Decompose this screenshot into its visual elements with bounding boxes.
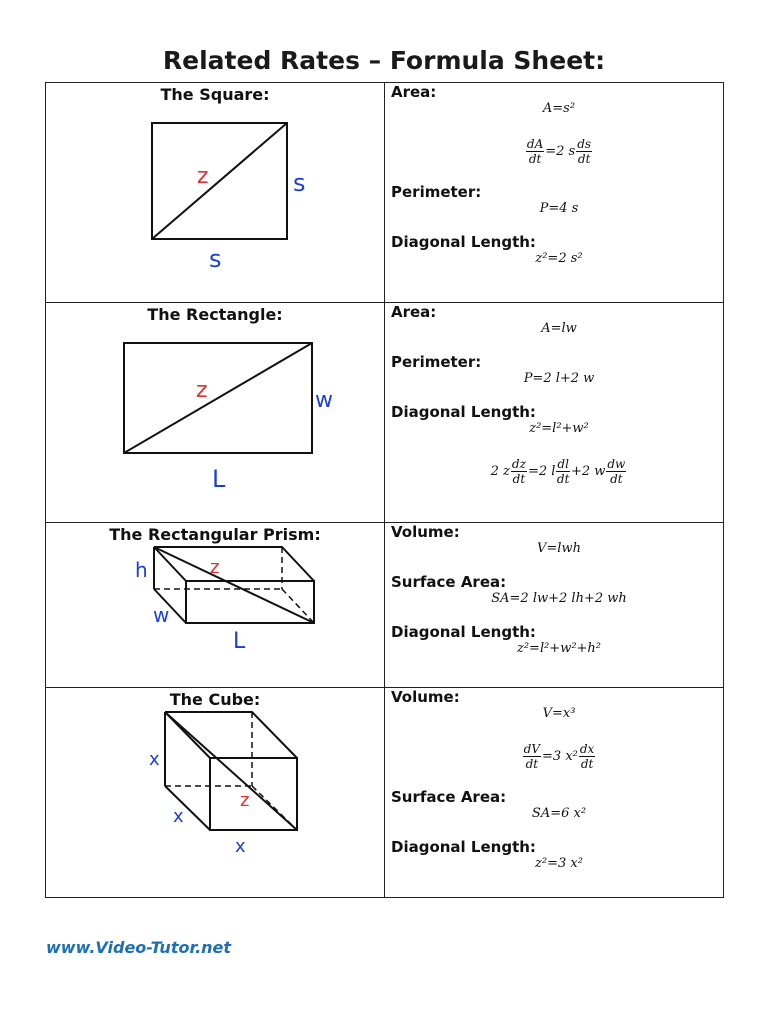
cube-label-z: z [240,790,250,811]
cube-sa-eq: SA=6 x² [531,806,587,821]
prism-label-z: z [210,557,220,578]
rectangle-perimeter-label: Perimeter: [391,353,482,371]
cube-formulas-cell [385,688,724,898]
square-figure [55,105,375,275]
rectangle-diagonal-eq: z²=l²+w² [529,421,589,436]
prism-figure [55,545,375,681]
rect-rate-f-num: dw [607,456,626,471]
cube-rate-den-1: dt [525,756,539,771]
cube-title: The Cube: [169,690,261,709]
rect-rate-d-num: dl [557,456,569,471]
formula-table [45,82,724,898]
rect-rate-f-den: dt [610,471,623,486]
table-row-cube [46,688,724,898]
square-perimeter-eq: P=4 s [539,201,579,216]
square-perimeter-label: Perimeter: [391,183,482,201]
prism-label-w: w [153,603,170,627]
prism-volume-label: Volume: [391,523,460,541]
prism-volume-eq: V=lwh [537,541,581,556]
square-rate-den-2: dt [577,151,591,166]
cube-label-x-front: x [173,806,184,827]
rectangle-area-eq: A=lw [541,321,577,336]
table-row-square [46,83,724,303]
rectangle-area-label: Area: [391,303,437,321]
square-title: The Square: [160,85,270,104]
prism-sa-label: Surface Area: [391,573,507,591]
square-rate-den-1: dt [528,151,542,166]
cube-rate-num-2: dx [579,741,595,756]
prism-diagonal-eq: z²=l²+w²+h² [516,641,602,656]
rectangle-diagonal-label: Diagonal Length: [391,403,536,421]
rectangle-figure-cell [46,303,385,523]
rectangle-figure [55,325,375,495]
square-label-z: z [197,164,209,189]
cube-label-x-bottom: x [235,836,246,857]
prism-diagonal-label: Diagonal Length: [391,623,536,641]
cube-volume-rate-eq [395,738,723,774]
square-area-rate-eq [395,133,723,169]
cube-diagonal-label: Diagonal Length: [391,838,536,856]
cube-volume-label: Volume: [391,688,460,706]
rect-rate-c: =2 l [527,463,556,479]
cube-figure [55,710,375,890]
cube-sa-label: Surface Area: [391,788,507,806]
square-diagonal-label: Diagonal Length: [391,233,536,251]
rectangle-title: The Rectangle: [147,305,283,324]
rect-rate-b-den: dt [512,471,526,486]
footer-website-link[interactable]: www.Video-Tutor.net [46,938,232,957]
square-figure-cell [46,83,385,303]
square-rate-num-1: dA [526,136,544,151]
square-area-label: Area: [391,83,437,101]
prism-figure-cell [46,523,385,688]
square-formulas-cell [385,83,724,303]
cube-volume-eq: V=x³ [542,706,576,721]
cube-rate-mid: =3 x² [542,748,578,764]
page-title: Related Rates – Formula Sheet: [162,46,606,75]
rectangle-formulas-cell [385,303,724,523]
rectangle-label-z: z [196,378,208,403]
square-label-s-right: s [293,169,306,197]
prism-title: The Rectangular Prism: [109,525,321,544]
prism-label-l: L [233,629,246,654]
rectangle-perimeter-eq: P=2 l+2 w [523,371,595,386]
square-label-s-bottom: s [209,245,222,273]
rect-rate-b-num: dz [511,456,526,471]
square-rate-mid: =2 s [545,143,576,159]
cube-diagonal-eq: z²=3 x² [535,856,583,871]
prism-label-h: h [135,558,148,582]
rect-rate-d-den: dt [556,471,570,486]
prism-formulas-cell [385,523,724,688]
cube-label-x-left: x [149,749,160,770]
square-rate-num-2: ds [577,136,592,151]
rectangle-rate-eq [395,453,723,489]
rectangle-label-w: w [315,388,333,413]
cube-rate-den-2: dt [580,756,594,771]
rectangle-label-l: L [212,465,226,493]
square-diagonal-eq: z²=2 s² [535,251,583,266]
prism-sa-eq: SA=2 lw+2 lh+2 wh [491,591,627,606]
square-area-eq: A=s² [542,101,576,116]
cube-figure-cell [46,688,385,898]
rect-rate-a: 2 z [490,463,510,479]
table-row-prism [46,523,724,688]
cube-rate-num-1: dV [523,741,541,756]
rect-rate-e: +2 w [570,463,606,479]
table-row-rectangle [46,303,724,523]
